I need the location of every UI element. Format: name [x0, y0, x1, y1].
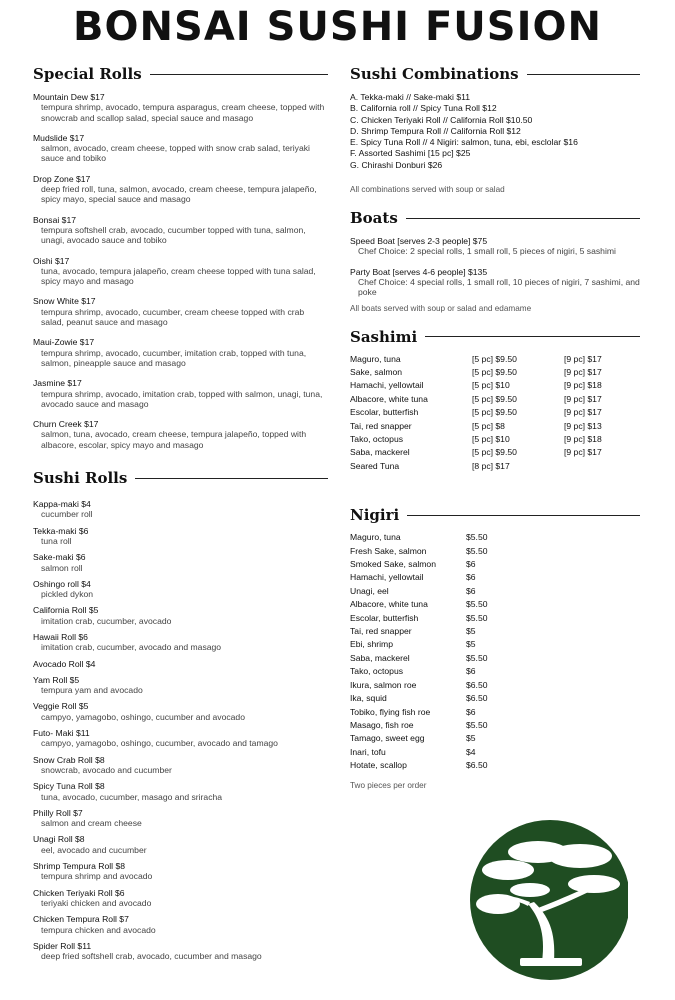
nigiri-row: [350, 558, 640, 571]
nigiri-price: $6: [466, 559, 476, 570]
item-name: Chicken Tempura Roll $7: [33, 914, 129, 925]
item-description: tempura shrimp, avocado, tempura asparagus, cream cheese, topped with snowcrab and scallop salad, special sauce and masago: [41, 102, 325, 123]
combination-item: D. Shrimp Tempura Roll // California Roll $12: [350, 125, 521, 136]
item-name: Churn Creek $17: [33, 419, 99, 430]
nigiri-row: [350, 719, 640, 732]
nigiri-row: [350, 652, 640, 665]
sashimi-price-large: [564, 460, 634, 473]
item-description: salmon and cream cheese: [41, 818, 142, 829]
menu-item: [33, 133, 328, 164]
item-name: Bonsai $17: [33, 214, 77, 225]
nigiri-row: [350, 625, 640, 638]
menu-item: [350, 236, 640, 257]
nigiri-row: [350, 585, 640, 598]
nigiri-price: $6.50: [466, 760, 488, 771]
sashimi-price-small: [5 pc] $10: [472, 380, 510, 391]
nigiri-name: Maguro, tuna: [350, 532, 401, 543]
menu-item: [33, 605, 328, 626]
nigiri-price: $6.50: [466, 679, 488, 690]
nigiri-row: [350, 598, 640, 611]
item-description: snowcrab, avocado and cucumber: [41, 764, 172, 775]
item-description: tuna roll: [41, 535, 72, 546]
boats-note: All boats served with soup or salad and edamame: [350, 303, 532, 313]
item-name: Sake-maki $6: [33, 552, 86, 563]
sushi-combinations-heading: [350, 64, 640, 84]
item-description: tempura yam and avocado: [41, 685, 143, 696]
nigiri-price: $5.50: [466, 532, 488, 543]
menu-item: [33, 659, 328, 669]
item-description: campyo, yamagobo, oshingo, cucumber, avocado and tamago: [41, 738, 278, 749]
menu-item: [33, 861, 328, 882]
menu-item: [33, 755, 328, 776]
sashimi-row: [350, 433, 640, 446]
nigiri-row: [350, 746, 640, 759]
sashimi-price-small: [5 pc] $8: [472, 420, 505, 431]
nigiri-price: $4: [466, 746, 476, 757]
item-name: Veggie Roll $5: [33, 701, 89, 712]
nigiri-price: $6: [466, 706, 476, 717]
nigiri-price: $5.50: [466, 652, 488, 663]
nigiri-price: $5.50: [466, 719, 488, 730]
combination-item: C. Chicken Teriyaki Roll // California Roll $10.50: [350, 114, 533, 125]
combinations-list: [350, 92, 640, 171]
sashimi-price-small: [8 pc] $17: [472, 460, 510, 471]
combination-item: A. Tekka-maki // Sake-maki $11: [350, 92, 471, 102]
nigiri-row: [350, 612, 640, 625]
item-description: imitation crab, cucumber, avocado and masago: [41, 642, 222, 653]
item-name: Party Boat [serves 4-6 people] $135: [350, 266, 488, 277]
menu-item: [33, 675, 328, 696]
item-description: tempura shrimp and avocado: [41, 871, 153, 882]
item-description: eel, avocado and cucumber: [41, 844, 147, 855]
item-name: Avocado Roll $4: [33, 658, 96, 669]
menu-item: [33, 834, 328, 855]
section-title: Sashimi: [350, 327, 418, 346]
section-rule: [407, 515, 640, 516]
nigiri-row: [350, 545, 640, 558]
menu-item: [33, 552, 328, 573]
sashimi-row: [350, 446, 640, 459]
nigiri-price: $5.50: [466, 545, 488, 556]
sashimi-row: [350, 353, 640, 366]
nigiri-price: $6: [466, 585, 476, 596]
menu-item: [33, 728, 328, 749]
nigiri-price: $5.50: [466, 612, 488, 623]
menu-item: [33, 337, 328, 368]
item-description: salmon, tuna, avocado, cream cheese, tempura jalapeño, topped with albacore, escolar, spicy mayo and masago: [41, 429, 307, 450]
nigiri-name: Tamago, sweet egg: [350, 733, 425, 744]
nigiri-row: [350, 732, 640, 745]
item-description: tuna, avocado, cucumber, masago and sriracha: [41, 791, 223, 802]
sashimi-price-small: [5 pc] $9.50: [472, 393, 517, 404]
item-name: Oshingo roll $4: [33, 578, 91, 589]
nigiri-name: Albacore, white tuna: [350, 599, 428, 610]
nigiri-row: [350, 706, 640, 719]
nigiri-row: [350, 531, 640, 544]
nigiri-name: Tobiko, flying fish roe: [350, 706, 431, 717]
item-description: tempura shrimp, avocado, cucumber, imitation crab, topped with tuna, salmon, pineapple sauce and masago: [41, 347, 307, 368]
menu-item: [33, 92, 328, 123]
nigiri-name: Ebi, shrimp: [350, 639, 393, 650]
sashimi-row: [350, 379, 640, 392]
sashimi-price-small: [5 pc] $10: [472, 434, 510, 444]
nigiri-row: [350, 759, 640, 772]
item-name: Snow White $17: [33, 296, 96, 307]
nigiri-row: [350, 679, 640, 692]
item-description: salmon, avocado, cream cheese, topped with snow crab salad, teriyaki sauce and tobiko: [41, 143, 310, 164]
section-rule: [425, 336, 640, 337]
sashimi-name: Seared Tuna: [350, 460, 400, 471]
sashimi-name: Albacore, white tuna: [350, 393, 428, 404]
nigiri-price: $6: [466, 572, 476, 583]
sashimi-price-large: [9 pc] $17: [564, 393, 602, 404]
nigiri-name: Fresh Sake, salmon: [350, 545, 427, 556]
item-description: deep fried roll, tuna, salmon, avocado, cream cheese, tempura jalapeño, spicy mayo, special sauce and masago: [41, 184, 317, 205]
sashimi-name: Maguro, tuna: [350, 353, 401, 364]
item-name: Yam Roll $5: [33, 674, 80, 685]
sashimi-price-small: [5 pc] $9.50: [472, 353, 517, 364]
nigiri-price: $6: [466, 666, 476, 677]
combination-item: B. California roll // Spicy Tuna Roll $12: [350, 103, 497, 114]
item-name: Oishi $17: [33, 255, 70, 266]
item-name: Speed Boat [serves 2-3 people] $75: [350, 236, 488, 247]
sashimi-price-large: [9 pc] $18: [564, 434, 602, 444]
section-title: Special Rolls: [33, 65, 142, 83]
sashimi-price-large: [9 pc] $17: [564, 407, 602, 418]
nigiri-row: [350, 571, 640, 584]
item-name: Mountain Dew $17: [33, 92, 105, 102]
item-description: tempura shrimp, avocado, imitation crab, topped with salmon, unagi, tuna, avocado sauce and masago: [41, 388, 323, 409]
nigiri-price: $5: [466, 733, 476, 744]
section-rule: [150, 74, 328, 75]
menu-item: [33, 256, 328, 287]
item-description: tempura softshell crab, avocado, cucumber topped with tuna, salmon, unagi, avocado sauce and tobiko: [41, 224, 306, 246]
item-description: tempura chicken and avocado: [41, 924, 156, 935]
item-name: Mudslide $17: [33, 132, 85, 143]
item-name: Spider Roll $11: [33, 940, 92, 951]
item-description: Chef Choice: 2 special rolls, 1 small roll, 5 pieces of nigiri, 5 sashimi: [358, 246, 616, 257]
sushi-rolls-list: [33, 499, 328, 961]
nigiri-price: $5.50: [466, 599, 488, 610]
section-title: Boats: [350, 209, 398, 228]
item-name: Snow Crab Roll $8: [33, 754, 105, 765]
sashimi-price-small: [5 pc] $9.50: [472, 447, 517, 458]
sashimi-price-large: [9 pc] $18: [564, 380, 602, 391]
nigiri-heading: [350, 505, 640, 525]
menu-item: [33, 914, 328, 935]
item-description: Chef Choice: 4 special rolls, 1 small roll, 10 pieces of nigiri, 7 sashimi, and poke: [358, 276, 640, 298]
nigiri-price: $5: [466, 626, 476, 637]
menu-item: [33, 174, 328, 205]
sashimi-row: [350, 393, 640, 406]
item-description: tempura shrimp, avocado, cucumber, cream cheese topped with crab salad, peanut sauce and masago: [41, 306, 305, 328]
menu-item: [350, 267, 640, 298]
right-column: [350, 64, 640, 790]
nigiri-table: [350, 531, 640, 772]
item-name: Hawaii Roll $6: [33, 631, 88, 642]
sashimi-name: Hamachi, yellowtail: [350, 380, 424, 391]
nigiri-note: Two pieces per order: [350, 780, 427, 790]
menu-item: [33, 378, 328, 409]
bonsai-tree-icon: [468, 812, 628, 980]
menu-item: [33, 941, 328, 962]
nigiri-name: Hamachi, yellowtail: [350, 572, 424, 583]
sashimi-price-large: [9 pc] $13: [564, 420, 602, 431]
menu-item: [33, 701, 328, 722]
menu-item: [33, 419, 328, 450]
section-rule: [135, 478, 328, 479]
sashimi-row: [350, 460, 640, 473]
nigiri-row: [350, 665, 640, 678]
sashimi-name: Escolar, butterfish: [350, 407, 419, 418]
section-rule: [406, 218, 640, 219]
menu-item: [33, 888, 328, 909]
left-column: [33, 64, 328, 961]
menu-item: [33, 526, 328, 547]
item-name: Jasmine $17: [33, 378, 82, 389]
boats-heading: [350, 208, 640, 228]
section-title: Sushi Rolls: [33, 469, 128, 488]
special-rolls-heading: [33, 64, 328, 84]
menu-item: [33, 499, 328, 520]
section-rule: [527, 74, 640, 75]
nigiri-name: Hotate, scallop: [350, 760, 407, 771]
item-description: campyo, yamagobo, oshingo, cucumber and avocado: [41, 711, 245, 722]
restaurant-title: BONSAI SUSHI FUSION: [73, 4, 602, 50]
item-name: Maui-Zowie $17: [33, 337, 95, 348]
item-description: pickled dykon: [41, 589, 94, 600]
sashimi-name: Sake, salmon: [350, 366, 403, 377]
item-description: imitation crab, cucumber, avocado: [41, 615, 172, 626]
menu-item: [33, 296, 328, 327]
item-name: Chicken Teriyaki Roll $6: [33, 887, 125, 898]
sashimi-price-large: [9 pc] $17: [564, 366, 602, 377]
item-name: Unagi Roll $8: [33, 834, 85, 845]
item-name: Kappa-maki $4: [33, 499, 91, 510]
nigiri-name: Tako, octopus: [350, 666, 404, 677]
section-title: Sushi Combinations: [350, 65, 519, 83]
nigiri-name: Tai, red snapper: [350, 626, 412, 637]
sashimi-price-large: [9 pc] $17: [564, 447, 602, 458]
menu-item: [33, 808, 328, 829]
section-title: Nigiri: [350, 506, 400, 525]
nigiri-name: Inari, tofu: [350, 746, 386, 757]
sashimi-name: Tako, octopus: [350, 434, 404, 444]
item-name: California Roll $5: [33, 605, 99, 616]
sashimi-price-small: [5 pc] $9.50: [472, 366, 517, 377]
boats-list: [350, 236, 640, 297]
nigiri-price: $5: [466, 639, 476, 650]
item-name: Tekka-maki $6: [33, 525, 89, 536]
nigiri-name: Smoked Sake, salmon: [350, 559, 436, 570]
nigiri-name: Masago, fish roe: [350, 719, 414, 730]
combination-item: E. Spicy Tuna Roll // 4 Nigiri: salmon, tuna, ebi, esclolar $16: [350, 137, 578, 148]
item-description: cucumber roll: [41, 509, 93, 520]
nigiri-name: Ikura, salmon roe: [350, 679, 417, 690]
nigiri-name: Ika, squid: [350, 693, 387, 704]
special-rolls-list: [33, 92, 328, 450]
combination-item: G. Chirashi Donburi $26: [350, 159, 443, 170]
nigiri-name: Unagi, eel: [350, 585, 389, 596]
menu-item: [33, 215, 328, 246]
item-description: salmon roll: [41, 562, 83, 573]
sashimi-row: [350, 406, 640, 419]
item-name: Philly Roll $7: [33, 807, 83, 818]
sushi-rolls-heading: [33, 468, 328, 488]
sashimi-price-small: [5 pc] $9.50: [472, 407, 517, 418]
sashimi-table: [350, 353, 640, 474]
combinations-note: All combinations served with soup or salad: [350, 185, 505, 195]
item-name: Spicy Tuna Roll $8: [33, 781, 105, 792]
item-name: Drop Zone $17: [33, 173, 91, 184]
nigiri-name: Escolar, butterfish: [350, 612, 419, 623]
item-name: Futo- Maki $11: [33, 728, 90, 739]
item-description: deep fried softshell crab, avocado, cucumber and masago: [41, 951, 262, 962]
sashimi-price-large: [9 pc] $17: [564, 353, 602, 364]
item-description: teriyaki chicken and avocado: [41, 897, 152, 908]
menu-item: [33, 781, 328, 802]
menu-item: [33, 632, 328, 653]
item-description: tuna, avocado, tempura jalapeño, cream cheese topped with tuna salad, spicy mayo and masago: [41, 265, 316, 287]
nigiri-price: $6.50: [466, 693, 488, 704]
nigiri-row: [350, 692, 640, 705]
sashimi-row: [350, 366, 640, 379]
item-name: Shrimp Tempura Roll $8: [33, 861, 126, 872]
sashimi-row: [350, 420, 640, 433]
nigiri-name: Saba, mackerel: [350, 652, 410, 663]
sashimi-name: Tai, red snapper: [350, 420, 412, 431]
combination-item: F. Assorted Sashimi [15 pc] $25: [350, 148, 471, 159]
nigiri-row: [350, 638, 640, 651]
menu-item: [33, 579, 328, 600]
sashimi-heading: [350, 327, 640, 347]
sashimi-name: Saba, mackerel: [350, 447, 410, 458]
